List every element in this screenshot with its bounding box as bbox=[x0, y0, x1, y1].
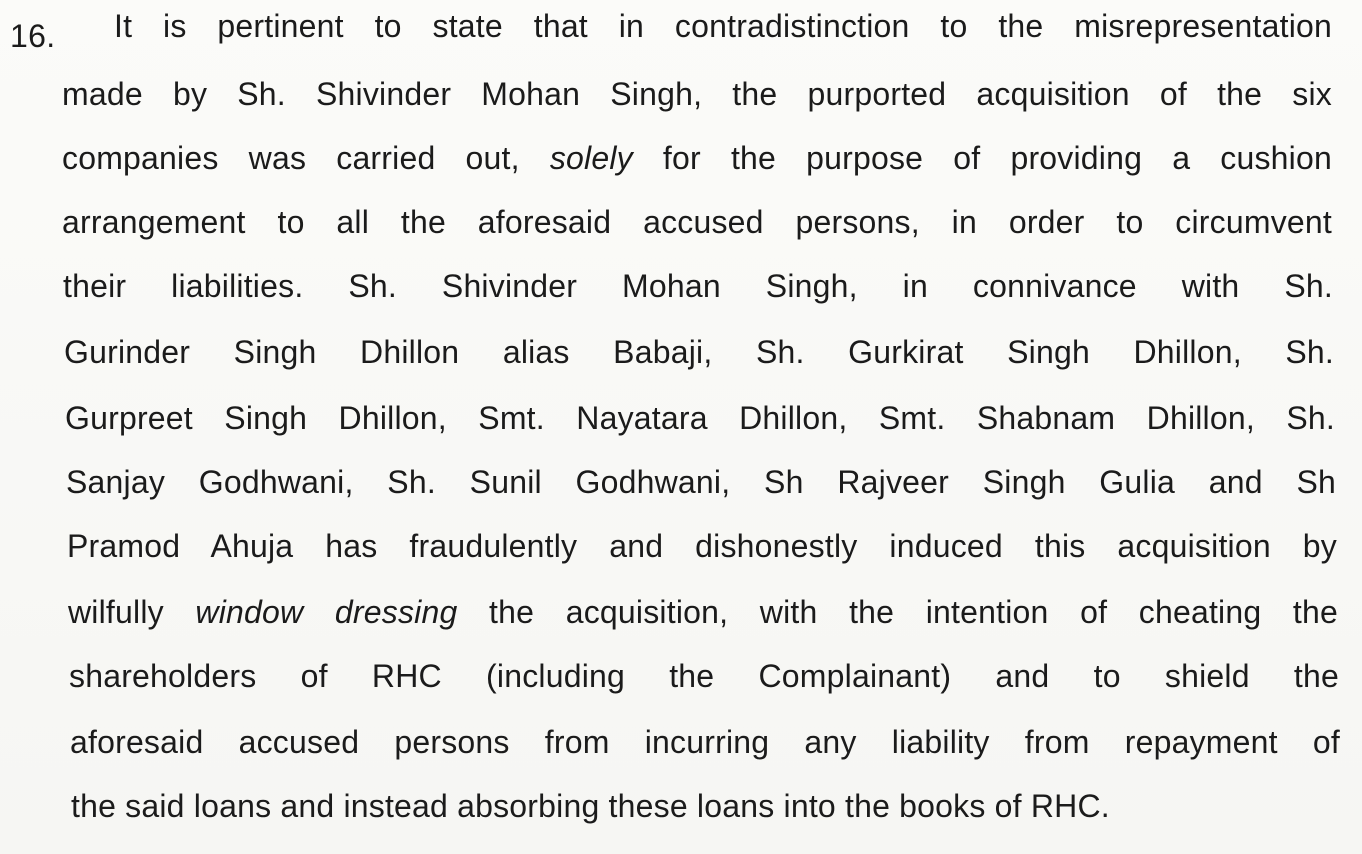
paragraph-number: 16. bbox=[10, 18, 56, 54]
text-segment: made by Sh. Shivinder Mohan Singh, the purported acquisition of the six bbox=[62, 76, 1332, 112]
paragraph-line bbox=[69, 656, 1339, 696]
text-segment: It is pertinent to state that in contradistinction to the misrepresentation bbox=[114, 8, 1332, 44]
paragraph-line bbox=[62, 74, 1332, 114]
text-segment: companies was carried out, bbox=[62, 140, 550, 176]
italic-emphasis: solely bbox=[549, 140, 633, 176]
paragraph-line bbox=[62, 202, 1332, 242]
text-segment: shareholders of RHC (including the Complainant) and to shield the bbox=[69, 658, 1339, 694]
paragraph-line bbox=[63, 266, 1333, 306]
text-segment: Sanjay Godhwani, Sh. Sunil Godhwani, Sh Rajveer Singh Gulia and Sh bbox=[66, 464, 1336, 500]
text-segment: Pramod Ahuja has fraudulently and dishonestly induced this acquisition by bbox=[67, 528, 1337, 564]
italic-emphasis: window dressing bbox=[195, 594, 458, 630]
text-segment: wilfully bbox=[68, 594, 196, 630]
text-segment: arrangement to all the aforesaid accused persons, in order to circumvent bbox=[62, 204, 1332, 240]
paragraph-line bbox=[62, 6, 1332, 46]
paragraph-line bbox=[65, 398, 1335, 438]
text-segment: the said loans and instead absorbing these loans into the books of RHC. bbox=[71, 788, 1110, 824]
text-segment: Gurpreet Singh Dhillon, Smt. Nayatara Dhillon, Smt. Shabnam Dhillon, Sh. bbox=[65, 400, 1335, 436]
text-segment: for the purpose of providing a cushion bbox=[632, 140, 1332, 176]
paragraph-line bbox=[67, 526, 1337, 566]
text-segment: Gurinder Singh Dhillon alias Babaji, Sh. Gurkirat Singh Dhillon, Sh. bbox=[64, 334, 1334, 370]
paragraph-line bbox=[68, 592, 1338, 632]
paragraph-line-last bbox=[71, 786, 1341, 826]
paragraph-line bbox=[62, 138, 1332, 178]
paragraph-line bbox=[70, 722, 1340, 762]
text-segment: the acquisition, with the intention of cheating the bbox=[457, 594, 1339, 630]
paragraph-line bbox=[64, 332, 1334, 372]
text-segment: their liabilities. Sh. Shivinder Mohan Singh, in connivance with Sh. bbox=[63, 268, 1333, 304]
paragraph-line bbox=[66, 462, 1336, 502]
text-segment: aforesaid accused persons from incurring any liability from repayment of bbox=[70, 724, 1340, 760]
